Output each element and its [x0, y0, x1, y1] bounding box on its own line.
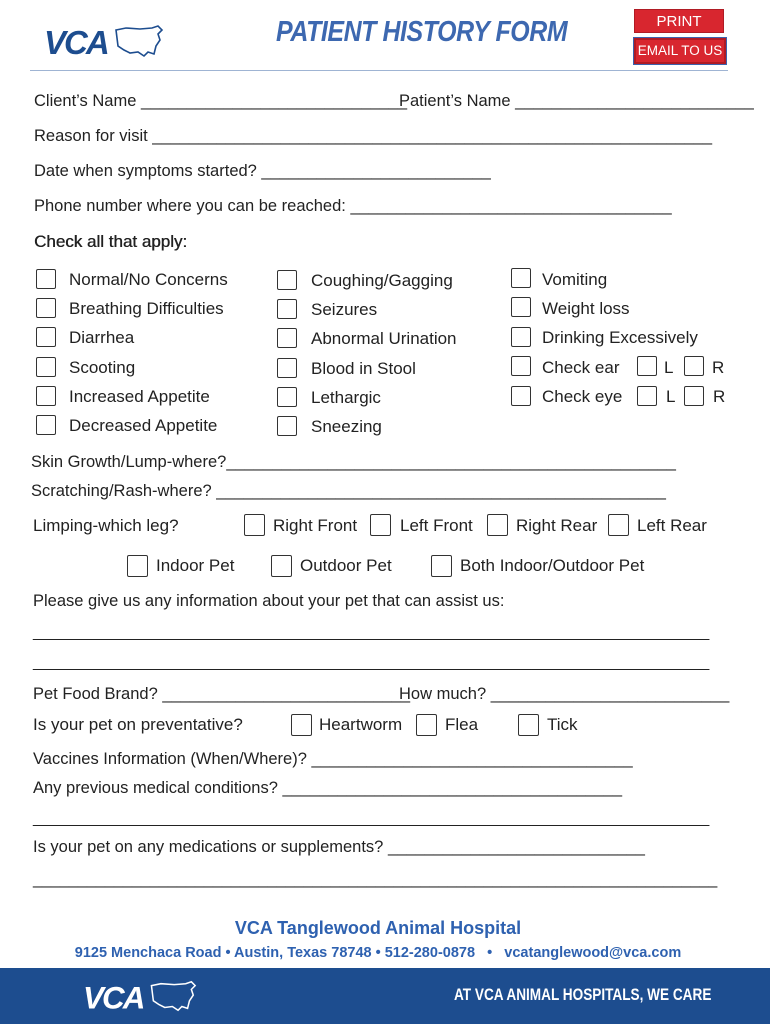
checkbox-eye-right[interactable] — [684, 386, 704, 406]
info-prompt: Please give us any information about your pet that can assist us: — [33, 592, 505, 610]
checkbox-outdoor[interactable] — [271, 555, 292, 577]
skin-growth-field[interactable]: Skin Growth/Lump-where?_________________________________________________ — [31, 453, 676, 471]
checkbox-indoor[interactable] — [127, 555, 148, 577]
page-title: PATIENT HISTORY FORM — [276, 16, 568, 48]
symptoms-date-field[interactable]: Date when symptoms started? _________________________ — [34, 162, 491, 180]
limping-label: Limping-which leg? — [33, 516, 179, 535]
checkbox-label: Diarrhea — [69, 328, 135, 347]
medications-field[interactable]: Is your pet on any medications or supplements? ____________________________ — [33, 838, 645, 856]
checkbox-label: L — [666, 387, 676, 406]
how-much-field[interactable]: How much? __________________________ — [399, 685, 730, 703]
checkbox-drinking[interactable] — [511, 327, 531, 347]
checkbox-label: R — [712, 358, 725, 377]
checkbox-ear-right[interactable] — [684, 356, 704, 376]
checkbox-label: Heartworm — [319, 715, 403, 734]
footer-slogan: AT VCA ANIMAL HOSPITALS, WE CARE — [454, 985, 712, 1004]
checkbox-label: Both Indoor/Outdoor Pet — [460, 556, 645, 575]
checkbox-label: Weight loss — [542, 299, 630, 318]
separator: • — [479, 945, 501, 961]
patient-name-field[interactable]: Patient’s Name __________________________ — [399, 92, 754, 110]
food-brand-field[interactable]: Pet Food Brand? ___________________________ — [33, 685, 411, 703]
checkbox-label: R — [713, 387, 726, 406]
checkbox-lethargic[interactable] — [277, 387, 297, 407]
vca-footer-logo — [80, 978, 202, 1016]
checkbox-scooting[interactable] — [36, 357, 56, 377]
checkbox-sneezing[interactable] — [277, 416, 297, 436]
checkbox-left-rear[interactable] — [608, 514, 629, 536]
checkbox-label: Decreased Appetite — [69, 416, 218, 435]
hospital-contact — [0, 945, 756, 961]
info-line-1[interactable]: ____________________________________________________________________________ — [33, 624, 710, 641]
checkbox-label: Tick — [547, 715, 578, 734]
phone-field[interactable]: Phone number where you can be reached: ___________________________________ — [34, 197, 672, 215]
checkbox-label: Blood in Stool — [311, 359, 416, 378]
checkbox-label: Seizures — [311, 300, 378, 319]
checkbox-label: Right Front — [273, 516, 358, 535]
checkbox-label: Left Rear — [637, 516, 707, 535]
checkbox-both[interactable] — [431, 555, 452, 577]
client-name-field[interactable]: Client’s Name _____________________________ — [34, 92, 408, 110]
vca-logo — [44, 22, 166, 62]
checkbox-check-eye[interactable] — [511, 386, 531, 406]
scratching-field[interactable]: Scratching/Rash-where? _________________________________________________ — [31, 482, 666, 500]
conditions-field[interactable]: Any previous medical conditions? _____________________________________ — [33, 779, 622, 797]
hospital-name: VCA Tanglewood Animal Hospital — [234, 918, 522, 938]
checkbox-label: Sneezing — [311, 417, 382, 436]
checkbox-eye-left[interactable] — [637, 386, 657, 406]
checkbox-tick[interactable] — [518, 714, 539, 736]
checkbox-label: Vomiting — [542, 270, 608, 289]
checkbox-right-front[interactable] — [244, 514, 265, 536]
checkbox-label: Scooting — [69, 358, 136, 377]
checkbox-label: Indoor Pet — [156, 556, 235, 575]
reason-field[interactable]: Reason for visit _____________________________________________________________ — [34, 127, 713, 145]
checkbox-flea[interactable] — [416, 714, 437, 736]
checkbox-ear-left[interactable] — [637, 356, 657, 376]
checkbox-label: Increased Appetite — [69, 387, 210, 406]
checkbox-label: Abnormal Urination — [311, 329, 457, 348]
checkbox-seizures[interactable] — [277, 299, 297, 319]
preventative-label: Is your pet on preventative? — [33, 715, 243, 734]
hospital-address: 9125 Menchaca Road • Austin, Texas 78748 • 512-280-0878 — [74, 945, 476, 961]
checkbox-label: Check eye — [542, 387, 623, 406]
svg-text:VCA: VCA — [83, 980, 144, 1016]
checkbox-label: Check ear — [542, 358, 620, 377]
checkbox-label: Normal/No Concerns — [69, 270, 228, 289]
info-line-2[interactable]: ____________________________________________________________________________ — [33, 654, 710, 671]
checkbox-weight-loss[interactable] — [511, 297, 531, 317]
checkbox-breathing[interactable] — [36, 298, 56, 318]
checkbox-label: Right Rear — [516, 516, 598, 535]
checkbox-left-front[interactable] — [370, 514, 391, 536]
checkbox-check-ear[interactable] — [511, 356, 531, 376]
checkbox-label: L — [664, 358, 674, 377]
check-heading: Check all that apply: — [34, 232, 188, 251]
conditions-line-2[interactable]: ____________________________________________________________________________ — [33, 810, 710, 827]
checkbox-heartworm[interactable] — [291, 714, 312, 736]
email-button[interactable]: EMAIL TO US — [634, 38, 726, 64]
vaccines-field[interactable]: Vaccines Information (When/Where)? ___________________________________ — [33, 750, 633, 768]
checkbox-label: Lethargic — [311, 388, 381, 407]
checkbox-right-rear[interactable] — [487, 514, 508, 536]
checkbox-coughing[interactable] — [277, 270, 297, 290]
checkbox-increased-appetite[interactable] — [36, 386, 56, 406]
checkbox-diarrhea[interactable] — [36, 327, 56, 347]
checkbox-label: Outdoor Pet — [300, 556, 392, 575]
medications-line-2[interactable]: ____________________________________________________________________________ — [33, 870, 718, 888]
checkbox-label: Drinking Excessively — [542, 328, 698, 347]
checkbox-blood-in-stool[interactable] — [277, 358, 297, 378]
checkbox-label: Flea — [445, 715, 479, 734]
header-divider — [30, 70, 728, 71]
checkbox-label: Coughing/Gagging — [311, 271, 453, 290]
checkbox-normal[interactable] — [36, 269, 56, 289]
print-button[interactable]: PRINT — [634, 9, 724, 33]
checkbox-abnormal-urination[interactable] — [277, 328, 297, 348]
checkbox-label: Breathing Difficulties — [69, 299, 224, 318]
checkbox-vomiting[interactable] — [511, 268, 531, 288]
checkbox-label: Left Front — [400, 516, 473, 535]
svg-text:VCA: VCA — [44, 24, 108, 61]
checkbox-decreased-appetite[interactable] — [36, 415, 56, 435]
hospital-email[interactable]: vcatanglewood@vca.com — [504, 945, 682, 961]
